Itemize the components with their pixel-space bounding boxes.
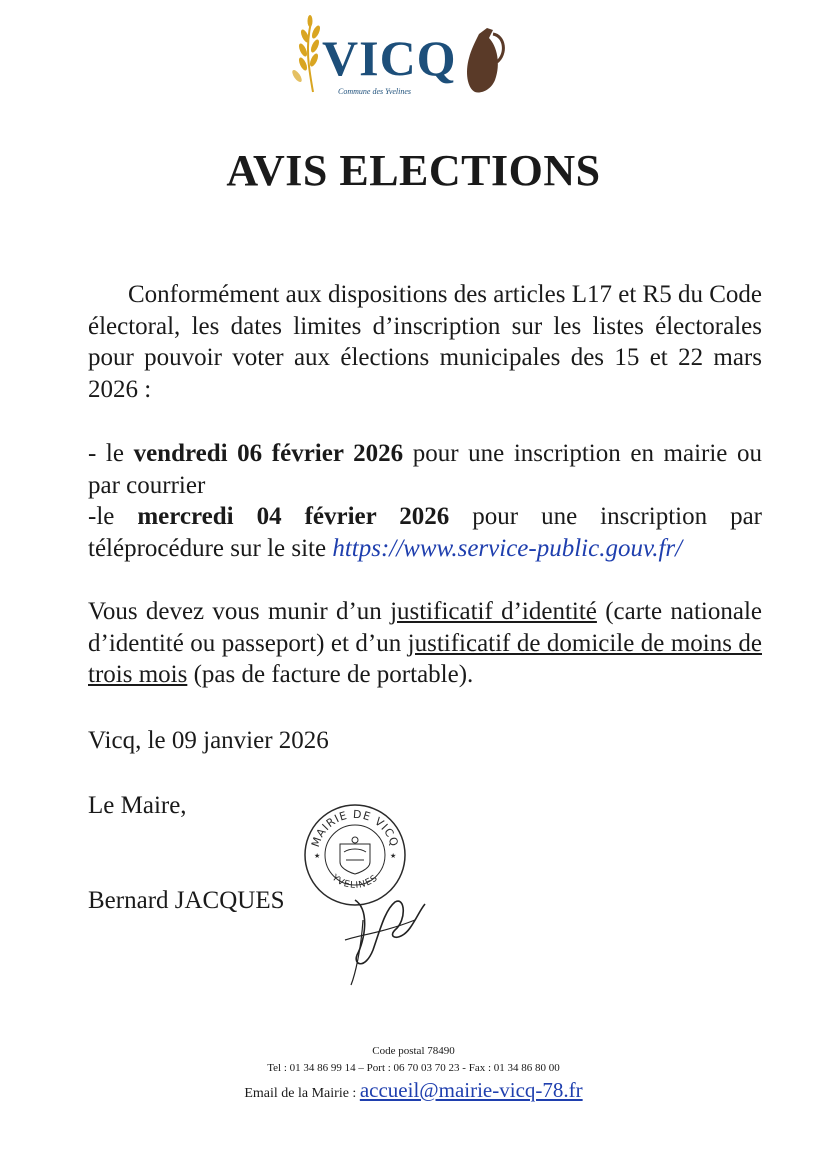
deadline-prefix: - le [88,440,134,467]
deadline-date: vendredi 06 février 2026 [133,440,404,467]
svg-text:★: ★ [390,852,397,860]
deadline-list [88,438,762,564]
date-line: Vicq, le 09 janvier 2026 [88,727,329,754]
footer-phones: Tel : 01 34 86 99 14 – Port : 06 70 03 70 23 - Fax : 01 34 86 80 00 [267,1062,560,1074]
jug-icon [467,28,503,93]
coat-of-arms-icon [340,837,370,874]
svg-text:★: ★ [314,852,321,860]
intro-paragraph: Conformément aux dispositions des articles L17 et R5 du Code électoral, les dates limites d’inscription sur les listes électorales pour pouvoir voter aux élections municipales des 15 et 22 mars 2026 : [88,281,762,403]
deadline-prefix: -le [88,503,138,530]
footer-email-link[interactable]: accueil@mairie-vicq-78.fr [359,1078,583,1102]
mayor-name: Bernard JACQUES [88,887,285,914]
documents-paragraph [88,596,762,691]
address-proof-text: justificatif de domicile de moins de trois mois [88,629,762,688]
documents-text: (pas de facture de portable). [187,661,474,688]
mayor-title: Le Maire, [88,792,187,819]
mayor-signature [325,880,435,990]
footer-email-line [0,1076,827,1108]
logo-subtitle: Commune des Yvelines [338,87,412,96]
page-title: AVIS ELECTIONS [226,146,601,195]
deadline-description: pour une inscription en mairie ou par courrier [88,440,763,499]
wheat-icon [291,15,322,92]
deadline-item [88,501,762,564]
seal-bottom-text: YVELINES [329,873,381,891]
logo-text: VICQ [322,30,457,86]
deadline-date: mercredi 04 février 2026 [137,503,450,530]
deadline-description: pour une inscription par téléprocédure sur le site [88,503,762,562]
seal-top-text: MAIRIE DE VICQ [308,807,402,849]
identity-proof-text: justificatif d’identité [390,598,597,625]
deadline-item [88,438,762,501]
documents-text: (carte nationale d’identité ou passeport) et d’un [88,598,762,657]
footer-email-label: Email de la Mairie : [244,1086,360,1101]
footer-postal: Code postal 78490 [372,1045,455,1057]
documents-text: Vous devez vous munir d’un [88,598,391,625]
service-public-link[interactable]: https://www.service-public.gouv.fr/ [332,534,683,562]
